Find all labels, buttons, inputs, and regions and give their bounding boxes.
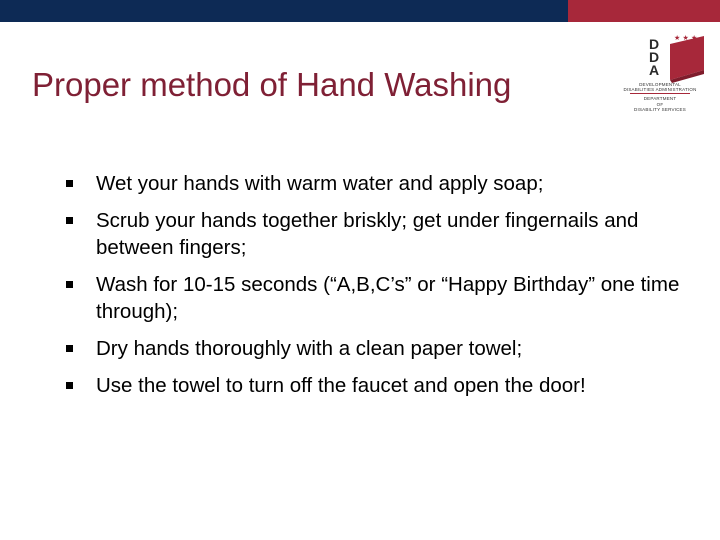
logo-flag-graphic — [612, 30, 708, 84]
logo-org-text — [612, 82, 708, 112]
bullet-text: Wet your hands with warm water and apply soap; — [96, 172, 544, 195]
logo-org-line: OF — [656, 101, 664, 107]
slide-title: Proper method of Hand Washing — [32, 66, 512, 103]
logo-org-line: DISABILITY SERVICES — [634, 106, 686, 112]
bullet-text: Scrub your hands together briskly; get under fingernails and between fingers; — [96, 209, 639, 259]
list-item — [62, 207, 682, 261]
list-item — [62, 271, 682, 325]
square-bullet-icon — [66, 382, 73, 389]
logo-letter-3: A — [649, 62, 660, 78]
list-item — [62, 335, 682, 362]
square-bullet-icon — [66, 180, 73, 187]
bullet-text: Wash for 10-15 seconds (“A,B,C’s” or “Happy Birthday” one time through); — [96, 273, 680, 323]
list-item — [62, 170, 682, 197]
list-item — [62, 372, 682, 399]
bullet-list — [62, 170, 682, 409]
svg-text:★ ★ ★: ★ ★ ★ — [674, 34, 698, 42]
header-bar-red — [568, 0, 720, 22]
logo-org-line: DISABILITIES ADMINISTRATION — [623, 87, 697, 93]
logo-letters — [649, 38, 659, 77]
square-bullet-icon — [66, 281, 73, 288]
logo-org-line: DEVELOPMENTAL — [639, 82, 681, 87]
logo-org-line: DEPARTMENT — [643, 96, 677, 102]
header-bar — [0, 0, 720, 22]
square-bullet-icon — [66, 217, 73, 224]
logo-letter-2: D — [649, 49, 660, 65]
logo-letter-1: D — [649, 36, 660, 52]
dda-logo-icon — [612, 30, 708, 120]
square-bullet-icon — [66, 345, 73, 352]
bullet-text: Dry hands thoroughly with a clean paper towel; — [96, 337, 523, 360]
bullet-text: Use the towel to turn off the faucet and open the door! — [96, 374, 586, 397]
header-bar-navy — [0, 0, 568, 22]
